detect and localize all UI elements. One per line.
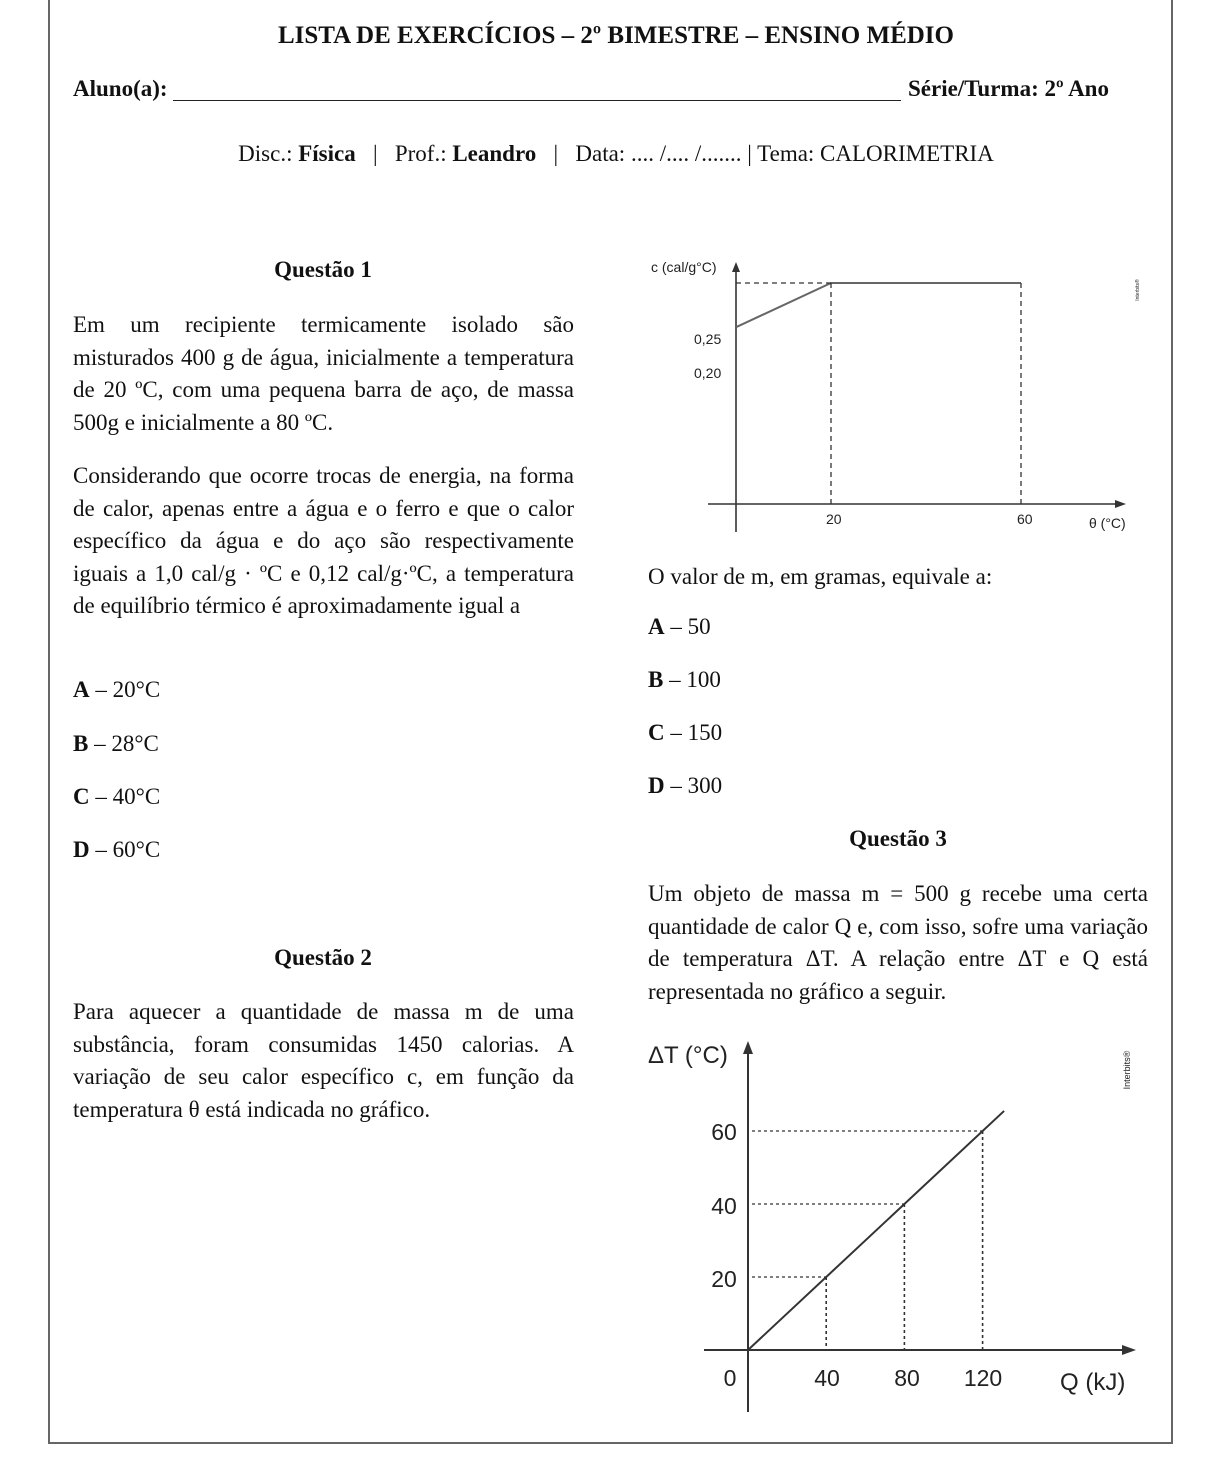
disc-value: Física <box>298 141 356 166</box>
specific-heat-chart <box>640 250 1150 550</box>
q3-title: Questão 3 <box>849 826 947 851</box>
q2-title: Questão 2 <box>274 945 372 970</box>
x-tick-label: 40 <box>814 1365 840 1391</box>
y-axis-label: ΔT (°C) <box>648 1042 728 1069</box>
prof-value: Leandro <box>452 141 537 166</box>
x-axis-label: Q (kJ) <box>1060 1369 1126 1396</box>
y-tick-label: 0,25 <box>694 331 722 347</box>
y-tick-label: 20 <box>711 1266 737 1292</box>
header-info-line <box>0 141 1232 167</box>
x-tick-label: 120 <box>963 1365 1003 1391</box>
q2-option-b[interactable]: B – 100 <box>648 667 721 692</box>
q2-question: O valor de m, em gramas, equivale a: <box>648 564 993 589</box>
q3-paragraph: Um objeto de massa m = 500 g recebe uma certa quantidade de calor Q e, com isso, sofre uma variação de temperatura ΔT. A relação entre ΔT e Q está representada no gráfico a seguir. <box>648 881 1148 1004</box>
q1-option-d[interactable]: D – 60°C <box>73 837 161 862</box>
y-axis-label: c (cal/g°C) <box>651 259 717 275</box>
watermark: Interbits® <box>1135 279 1141 301</box>
q1-paragraph-1: Em um recipiente termicamente isolado são misturados 400 g de água, inicialmente a temperatura de 20 ºC, com uma pequena barra de aço, de massa 500g e inicialmente a 80 ºC. <box>73 312 574 435</box>
y-axis-arrow <box>732 262 740 272</box>
x-axis-label: θ (°C) <box>1089 515 1126 531</box>
separator: | <box>553 141 559 166</box>
x-tick-label: 80 <box>894 1365 920 1391</box>
date-theme: Data: .... /.... /....... | Tema: CALORIMETRIA <box>575 141 994 166</box>
y-tick-label: 0,20 <box>694 365 722 381</box>
q1-option-b[interactable]: B – 28°C <box>73 731 159 756</box>
data-series-line <box>736 283 1021 327</box>
q1-option-a[interactable]: A – 20°C <box>73 677 161 702</box>
serie-value: 2º Ano <box>1044 76 1109 101</box>
x-tick-label: 20 <box>826 511 842 527</box>
q2-paragraph: Para aquecer a quantidade de massa m de uma substância, foram consumidas 1450 calorias. A variação de seu calor específico c, em função da temperatura θ está indicada no gráfico. <box>73 999 574 1122</box>
data-series-line <box>748 1111 1004 1350</box>
q1-option-c[interactable]: C – 40°C <box>73 784 161 809</box>
separator: | <box>372 141 378 166</box>
serie-turma <box>908 76 1109 102</box>
q2-option-c[interactable]: C – 150 <box>648 720 723 745</box>
y-axis-arrow <box>743 1041 753 1054</box>
y-tick-label: 40 <box>711 1193 737 1219</box>
disc-label: Disc.: <box>238 141 293 166</box>
q2-option-d[interactable]: D – 300 <box>648 773 723 798</box>
x-axis-arrow <box>1122 1345 1136 1355</box>
aluno-label: Aluno(a): <box>73 76 168 101</box>
x-tick-label: 0 <box>723 1365 737 1391</box>
q1-title: Questão 1 <box>274 257 372 282</box>
watermark: Interbits® <box>1122 1050 1132 1090</box>
temperature-heat-chart <box>640 1030 1150 1420</box>
q2-option-a[interactable]: A – 50 <box>648 614 711 639</box>
x-tick-label: 60 <box>1017 511 1033 527</box>
aluno-field-line <box>173 100 901 101</box>
prof-label: Prof.: <box>394 141 447 166</box>
q1-paragraph-2: Considerando que ocorre trocas de energia, na forma de calor, apenas entre a água e o ferro e que o calor específico da água e do aço são respectivamente iguais a 1,0 cal/g · ºC e 0,12 cal/g·ºC, a temperatura de equilíbrio térmico é aproximadamente igual a <box>73 463 574 618</box>
x-axis-arrow <box>1115 500 1126 508</box>
serie-label: Série/Turma: <box>908 76 1039 101</box>
y-tick-label: 60 <box>711 1119 737 1145</box>
page-title: LISTA DE EXERCÍCIOS – 2º BIMESTRE – ENSINO MÉDIO <box>277 22 954 49</box>
